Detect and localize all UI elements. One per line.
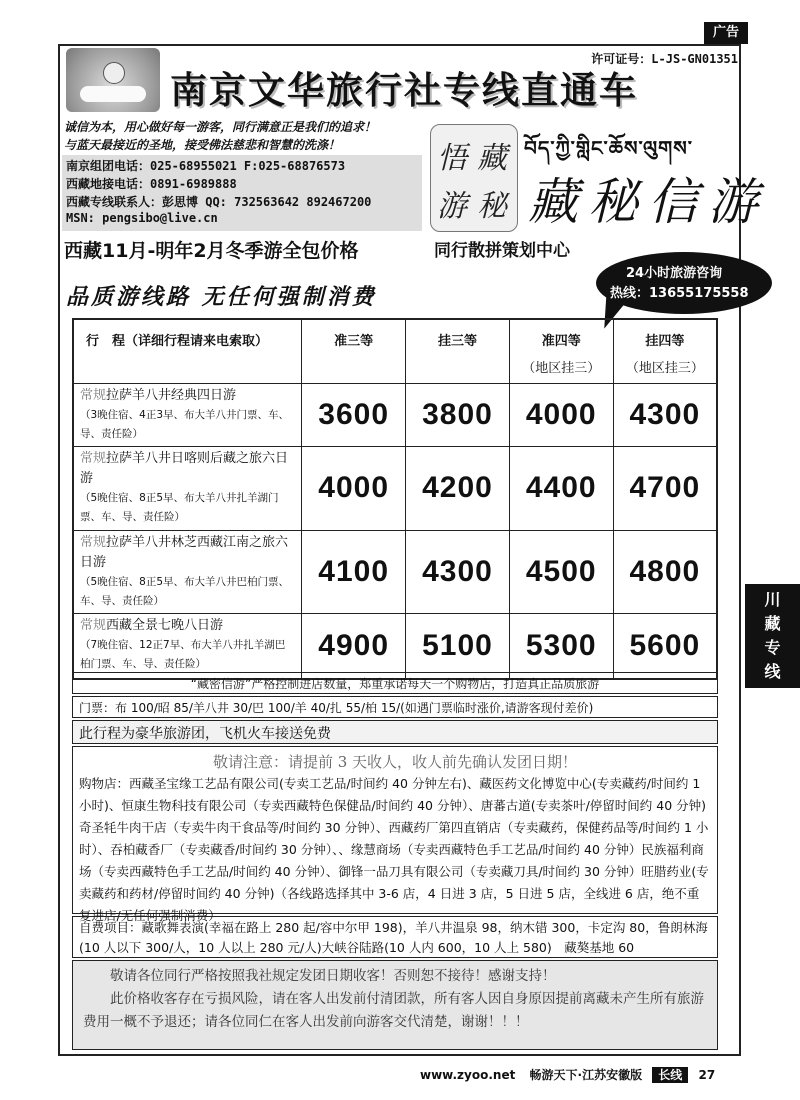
price-cell: 4000 (302, 446, 406, 530)
price-cell: 4000 (509, 383, 613, 446)
side-tab-char: 线 (764, 662, 781, 681)
license-number: 许可证号：L-JS-GN01351 (591, 52, 738, 66)
side-tab-char: 专 (764, 638, 781, 657)
contact-msn: MSN: pengsibo@live.cn (66, 211, 218, 225)
ad-label: 广告 (704, 22, 748, 44)
contact-nanjing: 南京组团电话：025-68955021 F:025-68876573 (66, 159, 346, 173)
seal-char: 藏 (477, 141, 507, 176)
price-table (72, 318, 718, 680)
selfpay-box: 自费项目：藏歌舞表演(幸福在路上 280 起/容中尔甲 198)，羊八井温泉 98，纳木错 300，卡定沟 80，鲁朗林海(10 人以下 300/人，10 人以上 280 元/人)大峡谷陆路(10 人内 600，10 人上 580) 藏獒基地 60 (72, 916, 718, 958)
contact-box (62, 155, 422, 231)
price-cell: 3600 (302, 383, 406, 446)
price-cell: 4200 (406, 446, 510, 530)
center-title: 同行散拼策划中心 (434, 241, 570, 261)
hotline-bubble (596, 252, 772, 314)
price-cell: 4700 (613, 446, 717, 530)
price-cell: 4800 (613, 530, 717, 613)
price-cell: 4900 (302, 613, 406, 679)
price-cell: 5600 (613, 613, 717, 679)
route-cell: 常规拉萨羊八井林芝西藏江南之旅六日游 （5晚住宿、8正5早、布大羊八井巴柏门票、车、导、责任险） (73, 530, 302, 613)
ticket-note: 门票：布 100/昭 85/羊八井 30/巴 100/羊 40/扎 55/柏 15/(如遇门票临时涨价,请游客现付差价) (72, 696, 718, 718)
price-cell: 4400 (509, 446, 613, 530)
notice-text: 敬请注意：请提前 3 天收人，收人前先确认发团日期！ (212, 753, 578, 771)
footer-section-chip: 长线 (652, 1067, 688, 1083)
shop-control-note: “藏密信游”严格控制进店数量，郑重承诺每天一个购物店，打造真正品质旅游 (72, 672, 718, 694)
brand-seal (430, 124, 518, 232)
price-cell: 4300 (613, 383, 717, 446)
col-header-route: 行 程（详细行程请来电索取） (73, 319, 302, 383)
shopping-box (72, 746, 718, 923)
warning-line-2: 此价格收客存在亏损风险，请在客人出发前付清团款，所有客人因自身原因提前离藏未产生所有旅游费用一概不予退还；请各位同仁在客人出发前向游客交代清楚，谢谢！！！ (83, 991, 704, 1030)
page-footer (420, 1066, 715, 1083)
slogan-line-2: 与蓝天最接近的圣地，接受佛法慈悲和智慧的洗涤！ (64, 138, 341, 152)
warning-line-1: 敬请各位同行严格按照我社规定发团日期收客！否则恕不接待！感谢支持！ (110, 968, 556, 984)
price-cell: 5300 (509, 613, 613, 679)
table-row (73, 613, 717, 679)
footer-site: www.zyoo.net (420, 1068, 516, 1082)
hotline-number: 热线：13655175558 (610, 286, 749, 301)
route-cell: 常规拉萨羊八井经典四日游 （3晚住宿、4正3早、布大羊八井门票、车、导、责任险） (73, 383, 302, 446)
footer-magazine: 畅游天下·江苏安徽版 (529, 1068, 643, 1082)
route-cell: 常规西藏全景七晚八日游 （7晚住宿、12正7早、布大羊八井扎羊湖巴柏门票、车、导、责任险） (73, 613, 302, 679)
page-number: 27 (698, 1068, 716, 1082)
table-row (73, 383, 717, 446)
hotline-caption: 24小时旅游咨询 (626, 266, 723, 281)
col-header-grade: 挂四等 （地区挂三） (613, 319, 717, 383)
table-row (73, 530, 717, 613)
side-tab (745, 584, 800, 688)
col-header-grade: 准四等 （地区挂三） (509, 319, 613, 383)
ad-title: 南京文华旅行社专线直通车 (170, 69, 638, 112)
seal-char: 秘 (477, 189, 507, 224)
price-cell: 4300 (406, 530, 510, 613)
col-header-grade: 挂三等 (406, 319, 510, 383)
season-title: 西藏11月-明年2月冬季游全包价格 (64, 240, 359, 262)
cloud-icon (80, 86, 146, 102)
side-tab-char: 川 (764, 590, 781, 609)
seal-char: 悟 (437, 141, 467, 176)
agency-logo (66, 48, 160, 112)
route-cell: 常规拉萨羊八井日喀则后藏之旅六日游 （5晚住宿、8正5早、布大羊八井扎羊湖门票、车、导、责任险） (73, 446, 302, 530)
quality-slogan: 品质游线路 无任何强制消费 (66, 284, 377, 310)
table-row (73, 446, 717, 530)
contact-tibet: 西藏地接电话：0891-6989888 (66, 177, 237, 191)
contact-person: 西藏专线联系人：彭思博 QQ: 732563642 892467200 (66, 195, 372, 209)
side-tab-char: 藏 (764, 614, 781, 633)
col-header-grade: 准三等 (302, 319, 406, 383)
tibetan-script: བོད་ཀྱི་གླིང་ཆོས་ལུགས་ (524, 136, 693, 160)
seal-char: 游 (437, 189, 467, 224)
price-cell: 4100 (302, 530, 406, 613)
shopping-text: 购物店：西藏圣宝缘工艺品有限公司(专卖工艺品/时间约 40 分钟左右)、藏医药文化博览中心(专卖藏药/时间约 1 小时)、恒康生物科技有限公司（专卖西藏特色保健品/时间约 40 分钟）、唐蕃古道(专卖茶叶/停留时间约 40 分钟)奇圣牦牛肉干店（专卖牛肉干食品等/时间约 30 分钟）、西藏药厂第四直销店（专卖藏药，保健药品等/时间约 1 小时）、吞柏藏香厂（专卖藏香/时间约 30 分钟）、、缘慧商场（专卖西藏特色手工艺品/时间约 40 分钟）民族福利商场（专卖西藏特色手工艺品/时间约 40 分钟）、御锋一品刀具有限公司（专卖藏刀具/时间约 30 分钟）旺腊药业(专卖藏药和药材/停留时间约 40 分钟)（各线路选择其中 3-6 店，4 日进 3 店，5 日进 5 店，全线进 6 店，绝不重复进店/无任何强制消费） (79, 776, 709, 923)
price-cell: 4500 (509, 530, 613, 613)
warning-box (72, 960, 718, 1050)
price-cell: 5100 (406, 613, 510, 679)
sun-icon (103, 62, 125, 84)
brand-calligraphy: 藏秘信游 (528, 173, 768, 231)
luxury-note: 此行程为豪华旅游团，飞机火车接送免费 (72, 720, 718, 744)
slogan-line-1: 诚信为本，用心做好每一游客，同行满意正是我们的追求！ (64, 120, 377, 134)
price-cell: 3800 (406, 383, 510, 446)
table-header-row (73, 319, 717, 383)
